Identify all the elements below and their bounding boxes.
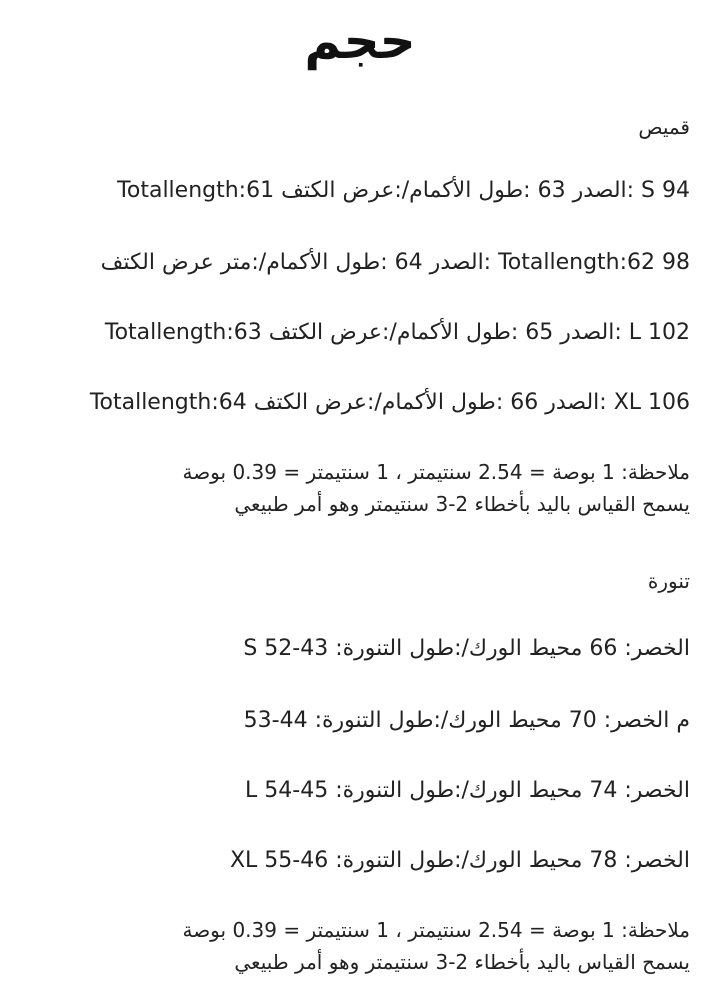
- skirt-measurement-note: [30, 914, 690, 978]
- shirt-heading: قميص: [638, 115, 690, 139]
- skirt-size-row-l: الخصر: 74 محيط الورك/:طول التنورة: 45-54 L: [245, 778, 690, 803]
- shirt-size-row-m: Totallength:62 98 :الصدر 64 :طول الأكمام/:متر عرض الكتف: [100, 250, 690, 275]
- skirt-size-row-s: الخصر: 66 محيط الورك/:طول التنورة: 43-52 S: [243, 636, 690, 661]
- page-title: حجم: [304, 12, 416, 70]
- skirt-heading: تنورة: [647, 569, 690, 593]
- skirt-size-row-xl: الخصر: 78 محيط الورك/:طول التنورة: 46-55 XL: [229, 848, 690, 873]
- skirt-note-tolerance: يسمح القياس باليد بأخطاء 2-3 سنتيمتر وهو أمر طبيعي: [234, 950, 690, 974]
- shirt-note-tolerance: يسمح القياس باليد بأخطاء 2-3 سنتيمتر وهو أمر طبيعي: [234, 492, 690, 516]
- shirt-size-row-l: L 102 :الصدر 65 :طول الأكمام/:عرض الكتف Totallength:63: [104, 320, 690, 345]
- shirt-measurement-note: [30, 456, 690, 520]
- skirt-note-conversion: ملاحظة: 1 بوصة = 2.54 سنتيمتر ، 1 سنتيمتر = 0.39 بوصة: [182, 918, 690, 942]
- skirt-size-row-m: م الخصر: 70 محيط الورك/:طول التنورة: 44-53: [243, 708, 690, 733]
- shirt-size-row-s: S 94 :الصدر 63 :طول الأكمام/:عرض الكتف Totallength:61: [117, 178, 690, 203]
- shirt-size-row-xl: XL 106 :الصدر 66 :طول الأكمام/:عرض الكتف Totallength:64: [89, 390, 690, 415]
- shirt-note-conversion: ملاحظة: 1 بوصة = 2.54 سنتيمتر ، 1 سنتيمتر = 0.39 بوصة: [182, 460, 690, 484]
